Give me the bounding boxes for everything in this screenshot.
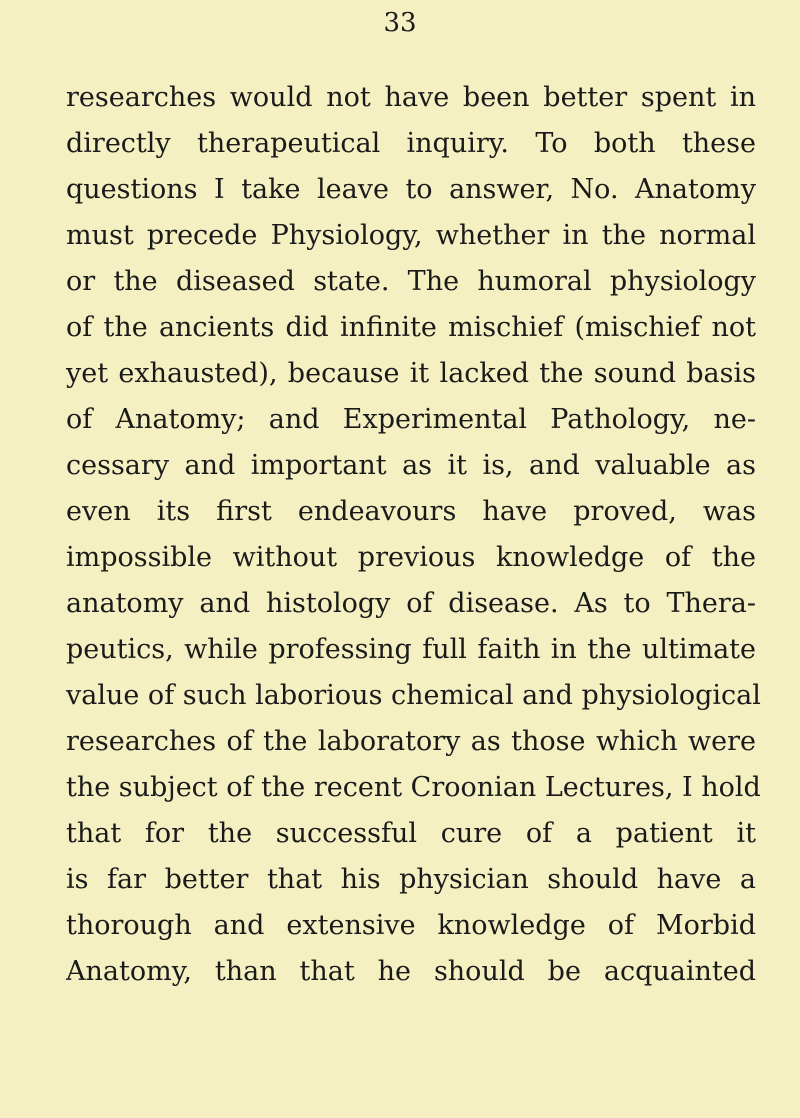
text-line: peutics, while professing full faith in the ultimate — [66, 634, 756, 665]
text-line: is far better that his physician should have a — [66, 864, 756, 895]
text-line: value of such laborious chemical and physiological — [66, 680, 761, 711]
text-line: questions I take leave to answer, No. Anatomy — [66, 174, 756, 205]
text-line: anatomy and histology of disease. As to Thera- — [66, 588, 756, 619]
page-number: 33 — [383, 8, 417, 38]
text-line: that for the successful cure of a patient it — [66, 818, 756, 849]
text-line: impossible without previous knowledge of the — [66, 542, 756, 573]
text-line: thorough and extensive knowledge of Morbid — [66, 910, 756, 941]
text-line: researches of the laboratory as those which were — [66, 726, 756, 757]
text-line: of Anatomy; and Experimental Pathology, ne- — [66, 404, 756, 435]
text-line: even its first endeavours have proved, was — [66, 496, 756, 527]
text-line: directly therapeutical inquiry. To both these — [66, 128, 756, 159]
text-line: or the diseased state. The humoral physiology — [66, 266, 756, 297]
text-line: cessary and important as it is, and valuable as — [66, 450, 756, 481]
text-line: researches would not have been better spent in — [66, 82, 756, 113]
text-line: yet exhausted), because it lacked the sound basis — [66, 358, 756, 389]
text-line: the subject of the recent Croonian Lectures, I hold — [66, 772, 761, 803]
text-line: of the ancients did infinite mischief (mischief not — [66, 312, 756, 343]
text-line: Anatomy, than that he should be acquainted — [66, 956, 756, 987]
text-line: must precede Physiology, whether in the normal — [66, 220, 756, 251]
